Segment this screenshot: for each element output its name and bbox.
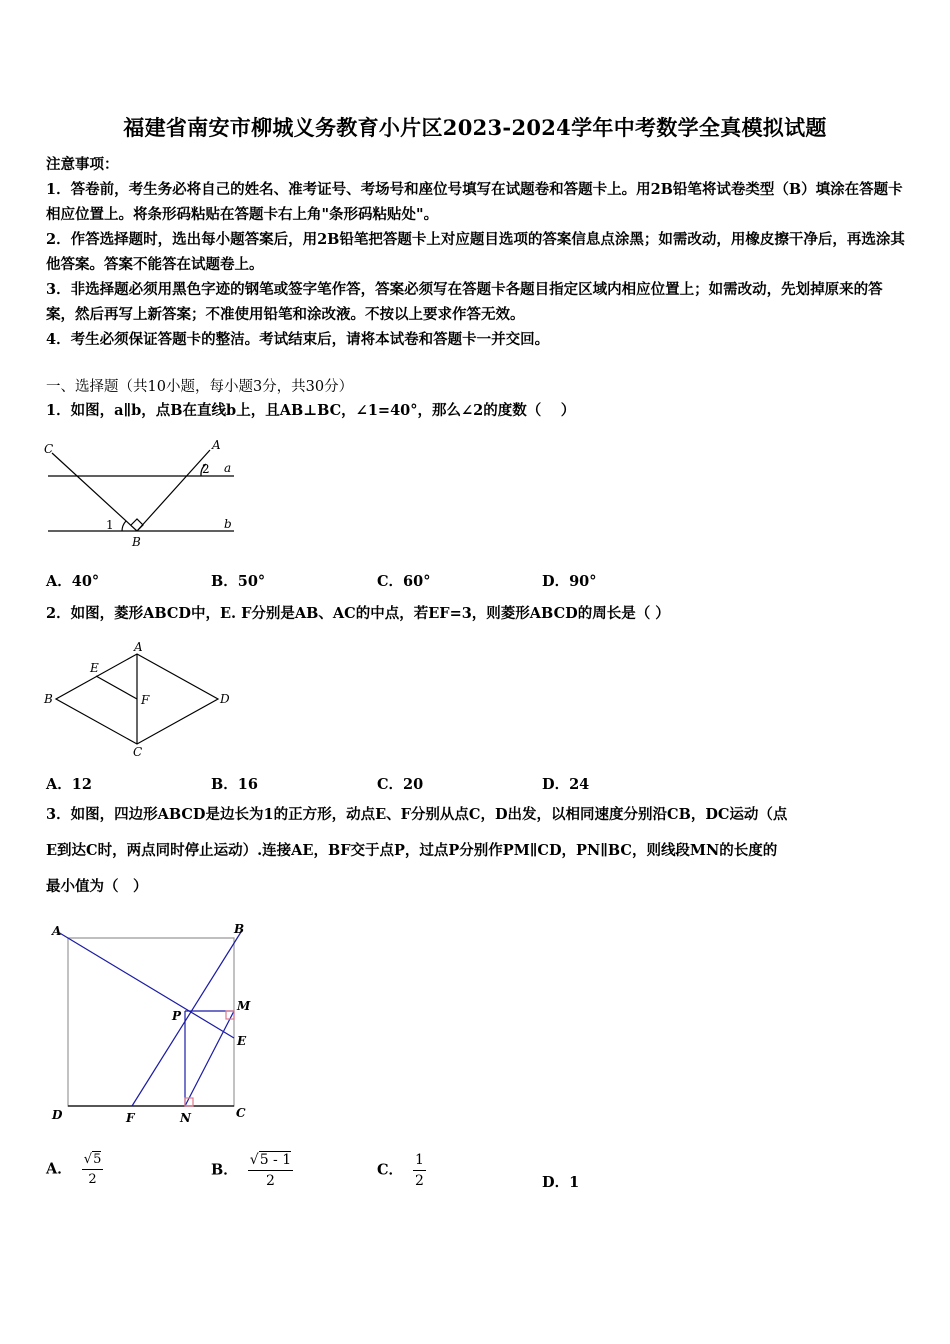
section-heading: 一、选择题（共10小题，每小题3分，共30分）: [46, 379, 354, 395]
label-b: B: [234, 922, 245, 936]
label-f: F: [141, 693, 150, 707]
label-angle-2: 2: [202, 462, 210, 476]
option-b[interactable]: B．50°: [211, 573, 266, 590]
label-d: D: [220, 692, 230, 706]
label-p: P: [172, 1009, 182, 1023]
label-line-b: b: [224, 517, 232, 531]
notice-item: 2．作答选择题时，选出每小题答案后，用2B铅笔把答题卡上对应题目选项的答案信息点涂黑；如需改动，用橡皮擦干净后，再选涂其他答案。答案不能答在试题卷上。: [46, 231, 905, 273]
option-c[interactable]: C．60°: [377, 573, 431, 590]
label-c: C: [44, 442, 54, 456]
square-abcd: [68, 938, 234, 1106]
notice-item: 4．考生必须保证答题卡的整洁。考试结束后，请将本试卷和答题卡一并交回。: [46, 331, 550, 348]
label-a: A: [52, 924, 62, 938]
option-d[interactable]: D．90°: [542, 573, 597, 590]
denominator: 2: [265, 1173, 275, 1189]
option-c[interactable]: C．20: [377, 776, 424, 793]
sqrt-radicand: 5 - 1: [259, 1152, 292, 1168]
label-e: E: [237, 1034, 247, 1048]
label-b: B: [132, 535, 141, 549]
notice-heading: 注意事项：: [46, 156, 119, 173]
numerator: 1: [413, 1152, 426, 1171]
angle-1-arc: [122, 521, 126, 531]
question-2-figure: [40, 640, 240, 758]
label-b: B: [44, 692, 53, 706]
label-a-point: A: [212, 438, 221, 452]
fraction: [82, 1152, 104, 1187]
sqrt-radicand: 5: [93, 1152, 102, 1167]
denominator: 2: [415, 1173, 424, 1189]
option-d[interactable]: D．24: [542, 776, 590, 793]
label-n: N: [180, 1111, 191, 1125]
label-f: F: [126, 1111, 135, 1125]
right-angle-mark: [131, 519, 143, 531]
segment-cb: [52, 453, 137, 531]
question-3-line: 最小值为（ ）: [46, 878, 148, 895]
option-d[interactable]: D．1: [542, 1174, 580, 1191]
notice-block: [46, 152, 908, 352]
option-b[interactable]: [211, 1152, 293, 1189]
option-a[interactable]: [46, 1152, 103, 1187]
numerator: √5 - 1: [248, 1152, 293, 1171]
segment-ba: [137, 450, 210, 531]
option-b-label: B．: [211, 1161, 238, 1179]
label-c: C: [236, 1106, 246, 1120]
question-3-line: 3．如图，四边形ABCD是边长为1的正方形，动点E、F分别从点C，D出发，以相同速度分别沿CB，DC运动（点: [46, 806, 788, 823]
numerator: √5: [82, 1152, 104, 1170]
option-a[interactable]: A．40°: [46, 573, 100, 590]
label-angle-1: 1: [106, 518, 114, 532]
question-1-figure: [40, 436, 240, 551]
segment-mn: [185, 1011, 234, 1106]
question-3-figure: [44, 918, 264, 1130]
segment-bf: [132, 932, 241, 1106]
fraction: [413, 1152, 426, 1189]
question-2-text: 2．如图，菱形ABCD中，E. F分别是AB、AC的中点，若EF=3，则菱形ABCD的周长是（ ）: [46, 605, 670, 622]
question-3-text: [46, 797, 911, 905]
notice-item: 3．非选择题必须用黑色字迹的钢笔或签字笔作答，答案必须写在答题卡各题目指定区域内相应位置上；如需改动，先划掉原来的答案，然后再写上新答案；不准使用铅笔和涂改液。不按以上要求作答无效。: [46, 281, 883, 323]
fraction: [248, 1152, 293, 1189]
notice-item: 1．答卷前，考生务必将自己的姓名、准考证号、考场号和座位号填写在试题卷和答题卡上。用2B铅笔将试卷类型（B）填涂在答题卡相应位置上。将条形码粘贴在答题卡右上角"条形码粘贴处"。: [46, 181, 903, 223]
question-1-text: 1．如图，a∥b，点B在直线b上，且AB⊥BC，∠1=40°，那么∠2的度数（ ）: [46, 402, 576, 419]
label-c: C: [133, 745, 143, 758]
label-a: A: [134, 640, 143, 654]
label-m: M: [237, 999, 251, 1013]
option-c-label: C．: [377, 1161, 404, 1179]
option-a-label: A．: [46, 1160, 72, 1178]
denominator: 2: [88, 1172, 97, 1187]
label-e: E: [90, 661, 99, 675]
label-line-a: a: [224, 461, 232, 475]
segment-ef: [96, 676, 137, 699]
option-c[interactable]: [377, 1152, 426, 1189]
option-b[interactable]: B．16: [211, 776, 258, 793]
page-title: 福建省南安市柳城义务教育小片区2023-2024学年中考数学全真模拟试题: [123, 115, 827, 140]
question-3-line: E到达C时，两点同时停止运动）.连接AE，BF交于点P，过点P分别作PM∥CD，PN∥BC，则线段MN的长度的: [46, 842, 778, 859]
option-a[interactable]: A．12: [46, 776, 92, 793]
label-d: D: [52, 1108, 63, 1122]
